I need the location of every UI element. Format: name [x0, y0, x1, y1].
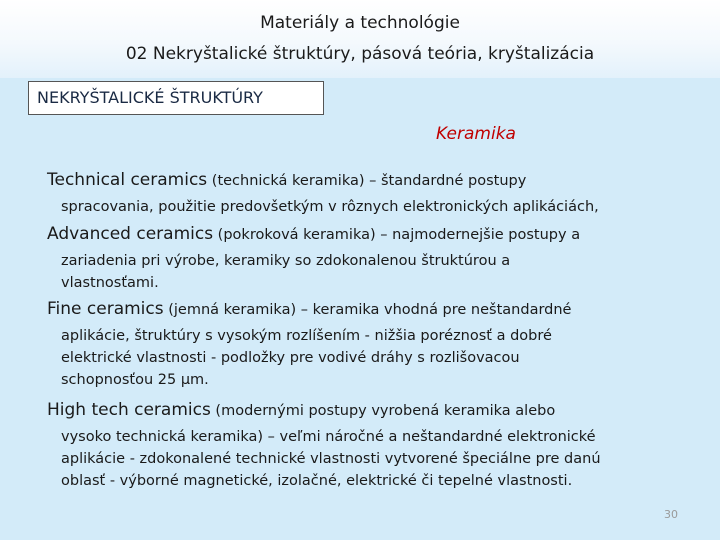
item-line: schopnosťou 25 µm. — [61, 372, 209, 388]
lecture-title: 02 Nekryštalické štruktúry, pásová teória, kryštalizácia — [125, 44, 595, 64]
item-body — [61, 196, 687, 218]
item-advanced-ceramics — [47, 222, 687, 294]
item-line: spracovania, použitie predovšetkým v rôznych elektronických aplikáciách, — [61, 199, 599, 215]
item-line: zariadenia pri výrobe, keramiky so zdokonalenou štruktúrou a — [61, 253, 511, 269]
item-technical-ceramics — [47, 168, 687, 218]
item-line: oblasť - výborné magnetické, izolačné, elektrické či tepelné vlastnosti. — [61, 473, 573, 489]
course-title: Materiály a technológie — [260, 13, 460, 33]
item-term: Advanced ceramics — [47, 224, 214, 244]
item-term: Technical ceramics — [47, 170, 208, 190]
item-head-rest: (pokroková keramika) – najmodernejšie postupy a — [213, 227, 581, 243]
slide-subtitle: Keramika — [436, 124, 516, 144]
item-head — [47, 168, 687, 193]
item-term: High tech ceramics — [47, 400, 211, 420]
item-high-tech-ceramics — [47, 398, 687, 492]
item-line: elektrické vlastnosti - podložky pre vodivé dráhy s rozlišovacou — [61, 350, 520, 366]
slide-header — [0, 0, 720, 78]
item-line: aplikácie, štruktúry s vysokým rozlíšením - nižšia poréznosť a dobré — [61, 328, 552, 344]
item-line: aplikácie - zdokonalené technické vlastnosti vytvorené špeciálne pre danú — [61, 451, 601, 467]
item-head — [47, 297, 687, 322]
item-head-rest: (jemná keramika) – keramika vhodná pre neštandardné — [163, 302, 572, 318]
item-body — [61, 325, 687, 391]
section-title: NEKRYŠTALICKÉ ŠTRUKTÚRY — [28, 81, 324, 115]
item-line: vysoko technická keramika) – veľmi náročné a neštandardné elektronické — [61, 429, 596, 445]
item-term: Fine ceramics — [47, 299, 164, 319]
item-body — [61, 250, 687, 294]
item-head-rest: (technická keramika) – štandardné postupy — [207, 173, 527, 189]
item-head-rest: (modernými postupy vyrobená keramika alebo — [210, 403, 556, 419]
item-fine-ceramics — [47, 297, 687, 391]
item-head — [47, 222, 687, 247]
item-line: vlastnosťami. — [61, 275, 159, 291]
item-body — [61, 426, 687, 492]
item-head — [47, 398, 687, 423]
page-number: 30 — [664, 508, 678, 521]
